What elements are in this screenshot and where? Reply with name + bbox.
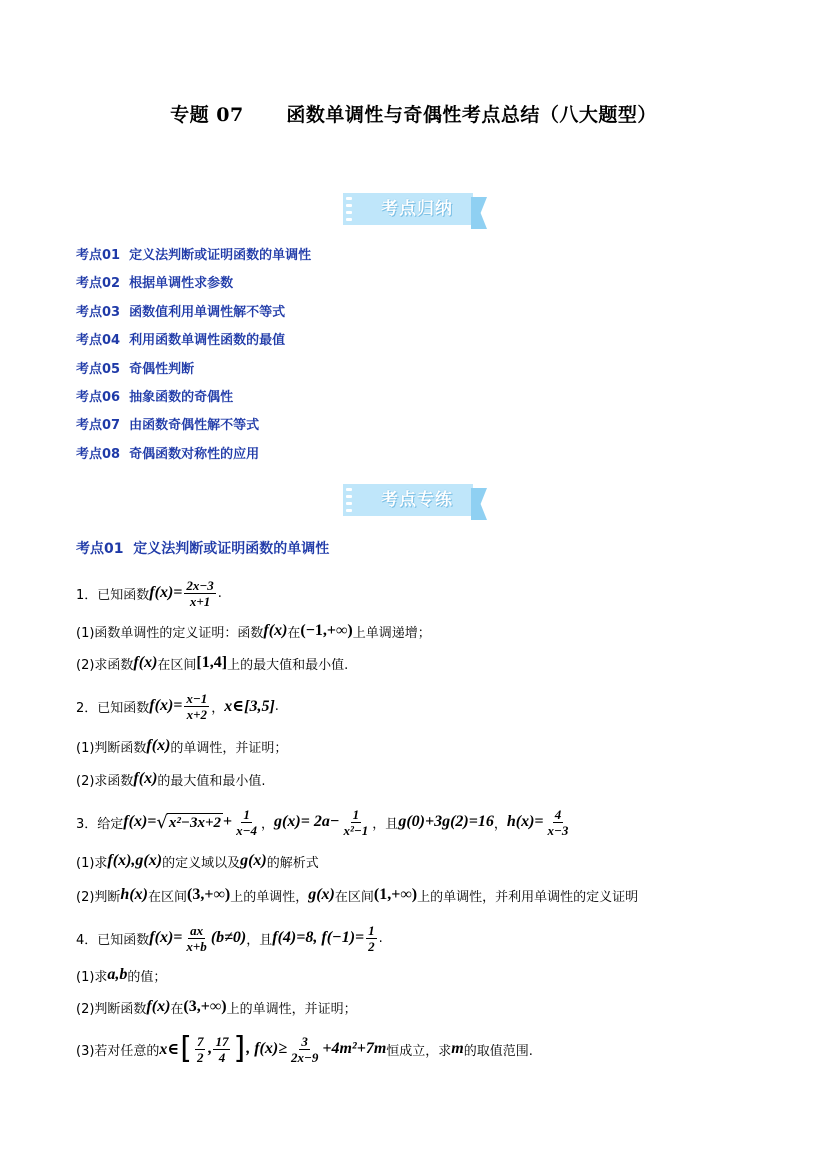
q1-part1-interval: (−1,+∞) <box>300 622 353 639</box>
q2-lead: 2．已知函数 <box>76 700 150 716</box>
q4-part3-left-bracket: [ <box>180 1031 192 1066</box>
q4-denominator: x+b <box>186 938 207 954</box>
q2-part1-text: (1)判断函数 <box>76 740 147 756</box>
q1-fraction <box>184 578 215 609</box>
q3-separator1: ， <box>261 816 275 832</box>
q4-separator: ，且 <box>246 932 273 948</box>
q4-lead: 4．已知函数 <box>76 932 150 948</box>
q2-part1 <box>76 735 287 757</box>
q3-f1-numerator: 1 <box>243 806 250 822</box>
banner-practice <box>343 482 485 518</box>
topic-item[interactable]: 考点04 利用函数单调性函数的最值 <box>76 333 286 349</box>
q1-end: . <box>217 585 222 601</box>
q4-part1-text2: 的值； <box>127 969 167 985</box>
q4-p3-f2-denominator: 4 <box>218 1049 226 1065</box>
q4-part2-text2: 在 <box>170 1001 184 1017</box>
q1-part2-text2: 在区间 <box>157 657 197 673</box>
q4-part3-fx: , f(x)≥ <box>246 1040 287 1057</box>
q4-half-numerator: 1 <box>368 922 375 938</box>
q2-domain: x∈[3,5] <box>224 698 275 715</box>
banner-practice-label: 考点专练 <box>381 490 453 510</box>
q3-fx: f(x)= <box>123 813 157 830</box>
q4-part3-text: (3)若对任意的 <box>76 1043 160 1059</box>
q3-part1-text3: 的解析式 <box>266 855 319 871</box>
topic-item[interactable]: 考点01 定义法判断或证明函数的单调性 <box>76 248 312 263</box>
q3-part2-text5: 上的单调性，并利用单调性的定义证明 <box>417 889 639 905</box>
topic-item[interactable]: 考点05 奇偶性判断 <box>76 361 195 377</box>
q4-part3-x: x∈ <box>159 1041 180 1058</box>
banner-ribbon-tail <box>471 488 487 520</box>
q3-stem <box>76 802 572 842</box>
topic-list <box>76 245 311 472</box>
q4-part1-ab: a,b <box>107 966 128 983</box>
q4-p3-f3-denominator: 2x−9 <box>290 1049 319 1065</box>
banner-dots-icon <box>346 488 354 512</box>
q3-f2-denominator: x²−1 <box>343 822 369 838</box>
q2-end: . <box>274 698 279 714</box>
q4-fraction <box>184 923 208 954</box>
q3-part1-text2: 的定义域以及 <box>162 855 241 871</box>
q1-numerator: 2x−3 <box>186 577 214 593</box>
topic-item[interactable]: 考点02 根据单调性求参数 <box>76 276 234 292</box>
q4-p3-f1-numerator: 7 <box>196 1033 204 1049</box>
q3-fraction1 <box>234 807 259 838</box>
q4-part3 <box>76 1028 533 1070</box>
q2-part2 <box>76 768 266 790</box>
q4-part3-text3: 的取值范围. <box>463 1043 533 1059</box>
q3-part1-text: (1)求 <box>76 855 108 871</box>
topic-item[interactable]: 考点06 抽象函数的奇偶性 <box>76 389 234 405</box>
q4-values: f(4)=8, f(−1)= <box>272 929 365 946</box>
q4-stem <box>76 918 383 958</box>
q4-part1-text: (1)求 <box>76 969 108 985</box>
q2-part2-text: (2)求函数 <box>76 773 134 789</box>
banner-summary <box>343 191 485 227</box>
q3-part2-interval2: (1,+∞) <box>373 886 418 903</box>
q3-part2-text: (2)判断 <box>76 889 121 905</box>
q3-part2-text2: 在区间 <box>147 889 187 905</box>
q3-f3-numerator: 4 <box>554 806 562 822</box>
q2-part1-text2: 的单调性，并证明； <box>170 740 288 756</box>
q4-part3-fraction2 <box>213 1034 230 1065</box>
q1-part1 <box>76 620 431 642</box>
q4-part2-text: (2)判断函数 <box>76 1001 147 1017</box>
q3-plus: + <box>223 813 233 830</box>
q4-part1 <box>76 964 166 986</box>
topic-item[interactable]: 考点03 函数值利用单调性解不等式 <box>76 304 286 320</box>
q4-part3-text2: 恒成立，求 <box>386 1043 452 1059</box>
q4-part2-text3: 上的单调性，并证明； <box>226 1001 357 1017</box>
q3-lead: 3．给定 <box>76 816 124 832</box>
q1-lead: 1．已知函数 <box>76 587 150 603</box>
q3-part1-g: g(x) <box>240 852 267 869</box>
q3-gx: g(x)= 2a− <box>274 813 340 830</box>
q4-part2-fx: f(x) <box>146 998 171 1015</box>
q3-part2-text3: 上的单调性， <box>230 889 309 905</box>
q3-fraction2 <box>342 807 371 838</box>
q1-part2-interval: [1,4] <box>196 654 228 671</box>
q3-part1 <box>76 850 319 872</box>
banner-summary-label: 考点归纳 <box>381 199 453 219</box>
q1-stem <box>76 573 222 613</box>
q3-separator3: ， <box>493 816 507 832</box>
q3-part2-text4: 在区间 <box>334 889 374 905</box>
q4-part3-m: m <box>451 1040 464 1057</box>
q4-part2-interval: (3,+∞) <box>183 998 227 1015</box>
q2-denominator: x+2 <box>186 706 208 722</box>
q3-radicand: x²−3x+2 <box>168 814 222 831</box>
q3-f1-denominator: x−4 <box>236 822 258 838</box>
sqrt-icon: √ <box>156 811 168 833</box>
q3-fraction3 <box>546 807 571 838</box>
q1-part1-text: (1)函数单调性的定义证明：函数 <box>76 625 264 641</box>
q4-p3-f3-numerator: 3 <box>301 1033 308 1049</box>
q2-part2-fx: f(x) <box>133 770 158 787</box>
q3-condition: g(0)+3g(2)=16 <box>398 813 494 830</box>
q4-end: . <box>378 930 383 946</box>
section-heading: 考点01 定义法判断或证明函数的单调性 <box>76 541 330 557</box>
q3-f2-numerator: 1 <box>352 806 360 822</box>
q3-part2-h: h(x) <box>120 886 148 903</box>
q1-part1-text3: 上单调递增； <box>352 625 431 641</box>
q1-part2-fx: f(x) <box>133 654 158 671</box>
q1-denominator: x+1 <box>189 593 211 609</box>
q4-part2 <box>76 996 357 1018</box>
q3-separator2: ，且 <box>372 816 399 832</box>
q2-part1-fx: f(x) <box>146 737 171 754</box>
q2-numerator: x−1 <box>186 690 208 706</box>
q2-fx: f(x)= <box>149 697 183 714</box>
q3-part2 <box>76 884 638 906</box>
q4-part3-rest: +4m²+7m <box>322 1040 387 1057</box>
q2-separator: ， <box>211 700 225 716</box>
q3-part2-g: g(x) <box>308 886 335 903</box>
banner-ribbon-tail <box>471 197 487 229</box>
topic-item[interactable]: 考点07 由函数奇偶性解不等式 <box>76 418 260 434</box>
q3-part2-interval1: (3,+∞) <box>187 886 231 903</box>
q4-part3-fraction3 <box>289 1034 320 1065</box>
q3-part1-fg: f(x),g(x) <box>107 852 163 869</box>
q4-half-fraction <box>366 923 377 954</box>
page-title: 专题 07 函数单调性与奇偶性考点总结（八大题型） <box>170 104 657 126</box>
topic-item[interactable]: 考点08 奇偶函数对称性的应用 <box>76 446 260 462</box>
q1-part1-text2: 在 <box>287 625 301 641</box>
q4-p3-f1-denominator: 2 <box>196 1049 204 1065</box>
q4-numerator: ax <box>190 922 204 938</box>
q1-part2-text: (2)求函数 <box>76 657 134 673</box>
q1-fx: f(x)= <box>149 584 183 601</box>
q4-part3-right-bracket: ] <box>233 1031 246 1066</box>
q4-p3-f2-numerator: 17 <box>215 1033 229 1049</box>
q4-part3-fraction1 <box>195 1034 206 1065</box>
q4-fx: f(x)= <box>149 929 183 946</box>
q3-hx: h(x)= <box>506 813 544 830</box>
q4-half-denominator: 2 <box>368 938 375 954</box>
banner-dots-icon <box>346 197 354 221</box>
q1-part1-fx: f(x) <box>263 622 288 639</box>
q4-condition: (b≠0) <box>210 929 247 946</box>
q4-part3-comma: , <box>207 1040 212 1057</box>
q2-stem <box>76 686 279 726</box>
q3-f3-denominator: x−3 <box>547 822 569 838</box>
q1-part2-text3: 上的最大值和最小值. <box>227 657 349 673</box>
q2-part2-text2: 的最大值和最小值. <box>157 773 266 789</box>
q1-part2 <box>76 652 348 674</box>
q2-fraction <box>184 691 209 722</box>
